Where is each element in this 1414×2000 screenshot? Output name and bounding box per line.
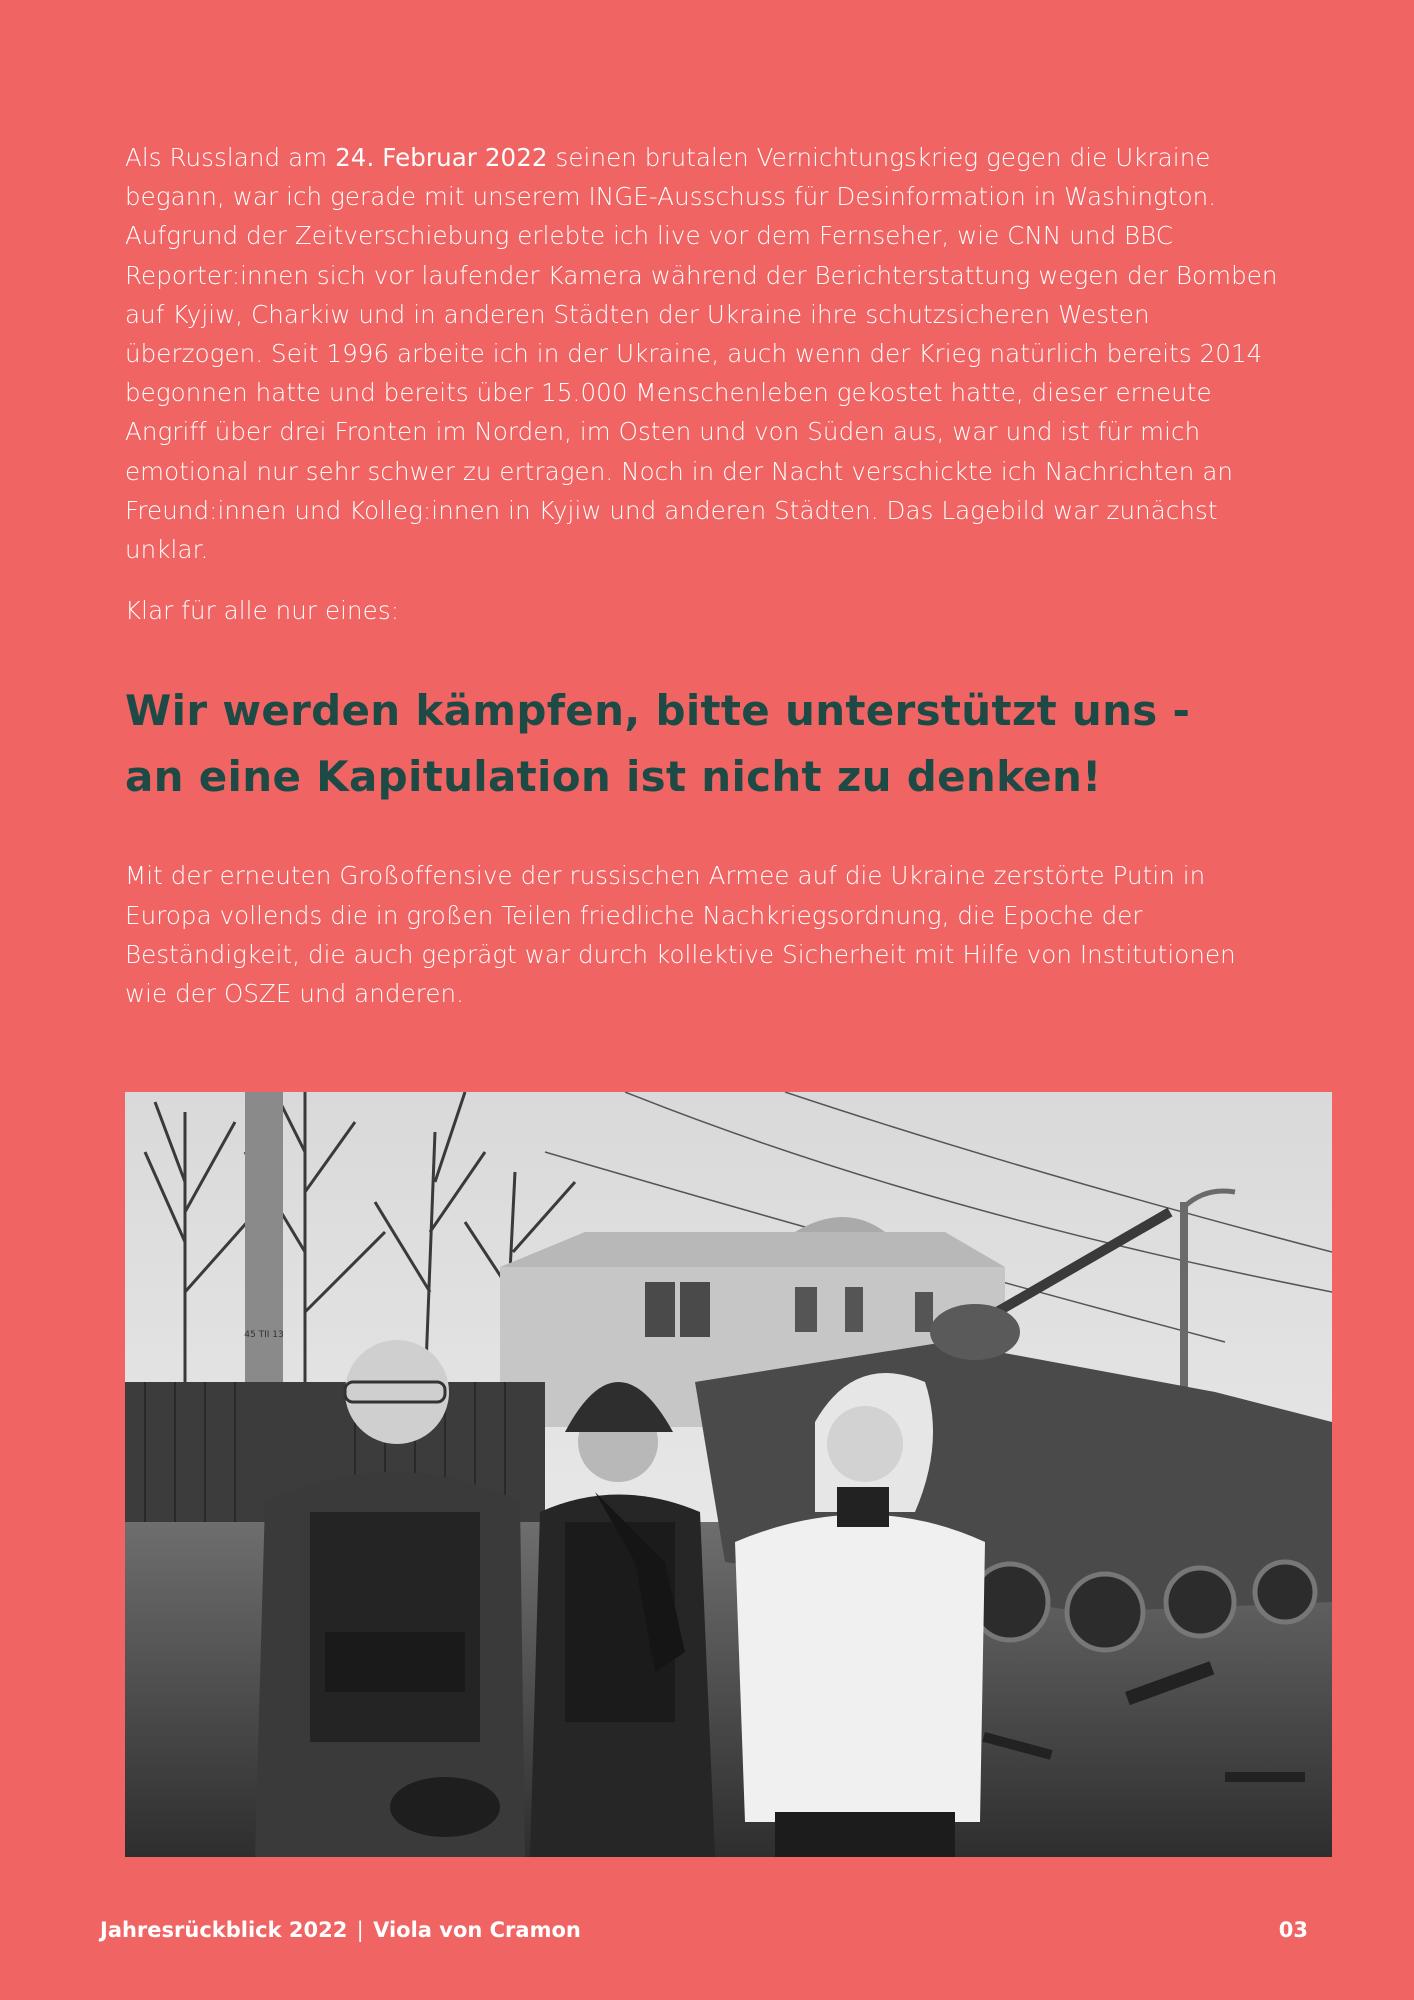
pole-marking: 45 TII 13 [244,1330,284,1340]
intro-date: 24. Februar 2022 [335,143,548,172]
intro-paragraph [125,138,1285,569]
intro-text-rest: seinen brutalen Vernichtungskrieg gegen die Ukraine begann, war ich gerade mit unserem INGE-Ausschuss für Desinformation in Washington. Aufgrund der Zeitverschiebung erlebte ich live vor dem Fernseher, wie CNN und BBC Reporter:innen sich vor laufender Kamera während der Berichterstattung wegen der Bomben auf Kyjiw, Charkiw und in anderen Städten der Ukraine ihre schutzsicheren Westen überzogen. Seit 1996 arbeite ich in der Ukraine, auch wenn der Krieg natürlich bereits 2014 begonnen hatte und bereits über 15.000 Menschenleben gekostet hatte, dieser erneute Angriff über drei Fronten im Norden, im Osten und von Süden aus, war und ist für mich emotional nur sehr schwer zu ertragen. Noch in der Nacht verschickte ich Nachrichten an Freund:innen und Kolleg:innen in Kyjiw und anderen Städten. Das Lagebild war zunächst unklar. [125,143,1278,565]
closing-paragraph: Mit der erneuten Großoffensive der russischen Armee auf die Ukraine zerstörte Putin in Europa vollends die in großen Teilen friedliche Nachkriegsordnung, die Epoche der Beständigkeit, die auch geprägt war durch kollektive Sicherheit mit Hilfe von Institutionen wie der OSZE und anderen. [125,861,1236,1009]
photo-war-scene [125,1092,1332,1857]
photo-illustration [125,1092,1332,1857]
footer-document-title: Jahresrückblick 2022 [100,1918,348,1942]
footer-title [100,1918,581,1942]
main-content [125,138,1285,1013]
pull-quote [125,678,1285,810]
pull-quote-line-1: Wir werden kämpfen, bitte unterstützt uns - [125,686,1191,736]
intro-text-start: Als Russland am [125,143,336,172]
footer-separator: | [356,1918,364,1942]
lead-in-paragraph: Klar für alle nur eines: [125,596,400,626]
page-number: 03 [1278,1918,1308,1942]
pull-quote-line-2: an eine Kapitulation ist nicht zu denken! [125,752,1102,802]
footer-author: Viola von Cramon [373,1918,581,1942]
